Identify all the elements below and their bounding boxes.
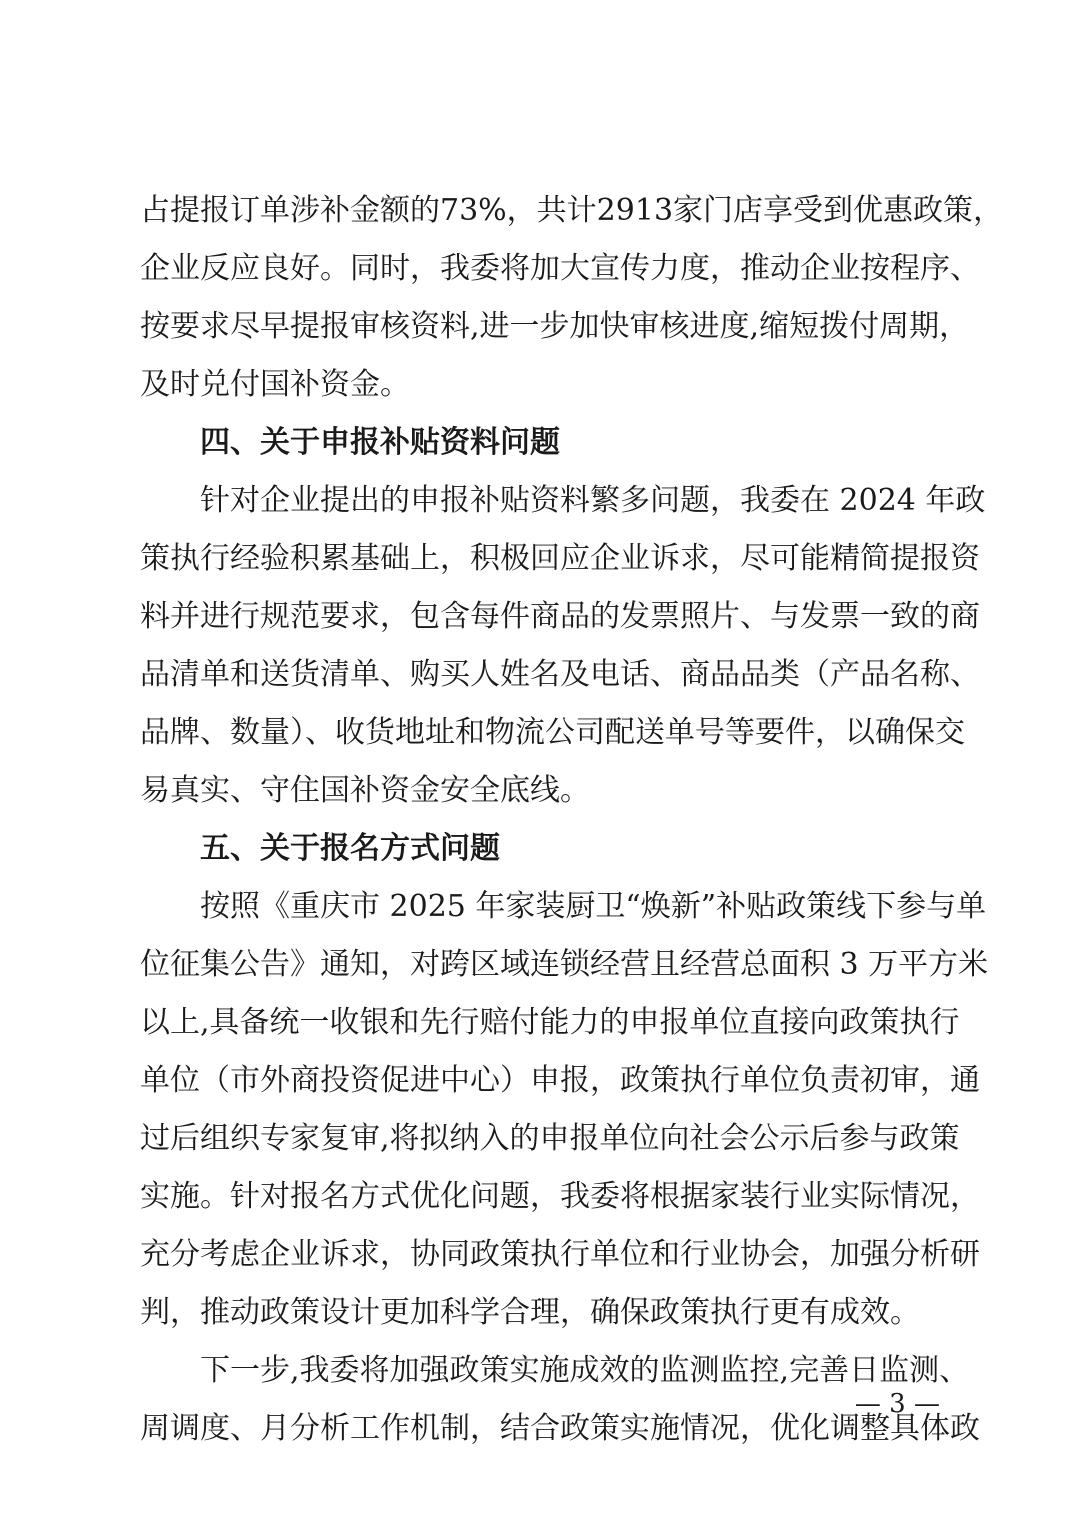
page-number: — 3 — <box>854 1389 940 1419</box>
paragraph-line: 判，推动政策设计更加科学合理，确保政策执行更有成效。 <box>140 1295 920 1330</box>
paragraph-line: 按要求尽早提报审核资料,进一步加快审核进度,缩短拨付周期， <box>140 309 970 344</box>
section-heading-5: 五、关于报名方式问题 <box>200 831 500 866</box>
paragraph-line: 周调度、月分析工作机制，结合政策实施情况，优化调整具体政 <box>140 1411 980 1446</box>
paragraph-line: 过后组织专家复审,将拟纳入的申报单位向社会公示后参与政策 <box>140 1121 960 1156</box>
section-heading-4: 四、关于申报补贴资料问题 <box>200 425 560 460</box>
paragraph-line: 单位（市外商投资促进中心）申报，政策执行单位负责初审，通 <box>140 1063 980 1098</box>
paragraph-line: 占提报订单涉补金额的73%，共计2913家门店享受到优惠政策， <box>140 193 1004 228</box>
paragraph-line: 位征集公告》通知，对跨区域连锁经营且经营总面积 3 万平方米 <box>140 947 989 982</box>
paragraph-line: 实施。针对报名方式优化问题，我委将根据家装行业实际情况， <box>140 1179 980 1214</box>
paragraph-line: 品牌、数量）、收货地址和物流公司配送单号等要件，以确保交 <box>140 715 965 750</box>
paragraph-line: 料并进行规范要求，包含每件商品的发票照片、与发票一致的商 <box>140 599 980 634</box>
paragraph-line: 及时兑付国补资金。 <box>140 367 410 402</box>
paragraph-line: 下一步,我委将加强政策实施成效的监测监控,完善日监测、 <box>200 1353 970 1388</box>
paragraph-line: 以上,具备统一收银和先行赔付能力的申报单位直接向政策执行 <box>140 1005 960 1040</box>
paragraph-line: 企业反应良好。同时，我委将加大宣传力度，推动企业按程序、 <box>140 251 980 286</box>
paragraph-line: 针对企业提出的申报补贴资料繁多问题，我委在 2024 年政 <box>200 483 986 518</box>
paragraph-line: 充分考虑企业诉求，协同政策执行单位和行业协会，加强分析研 <box>140 1237 980 1272</box>
paragraph-line: 品清单和送货清单、购买人姓名及电话、商品品类（产品名称、 <box>140 657 980 692</box>
paragraph-line: 易真实、守住国补资金安全底线。 <box>140 773 590 808</box>
paragraph-line: 策执行经验积累基础上，积极回应企业诉求，尽可能精简提报资 <box>140 541 980 576</box>
paragraph-line: 按照《重庆市 2025 年家装厨卫“焕新”补贴政策线下参与单 <box>200 889 987 924</box>
